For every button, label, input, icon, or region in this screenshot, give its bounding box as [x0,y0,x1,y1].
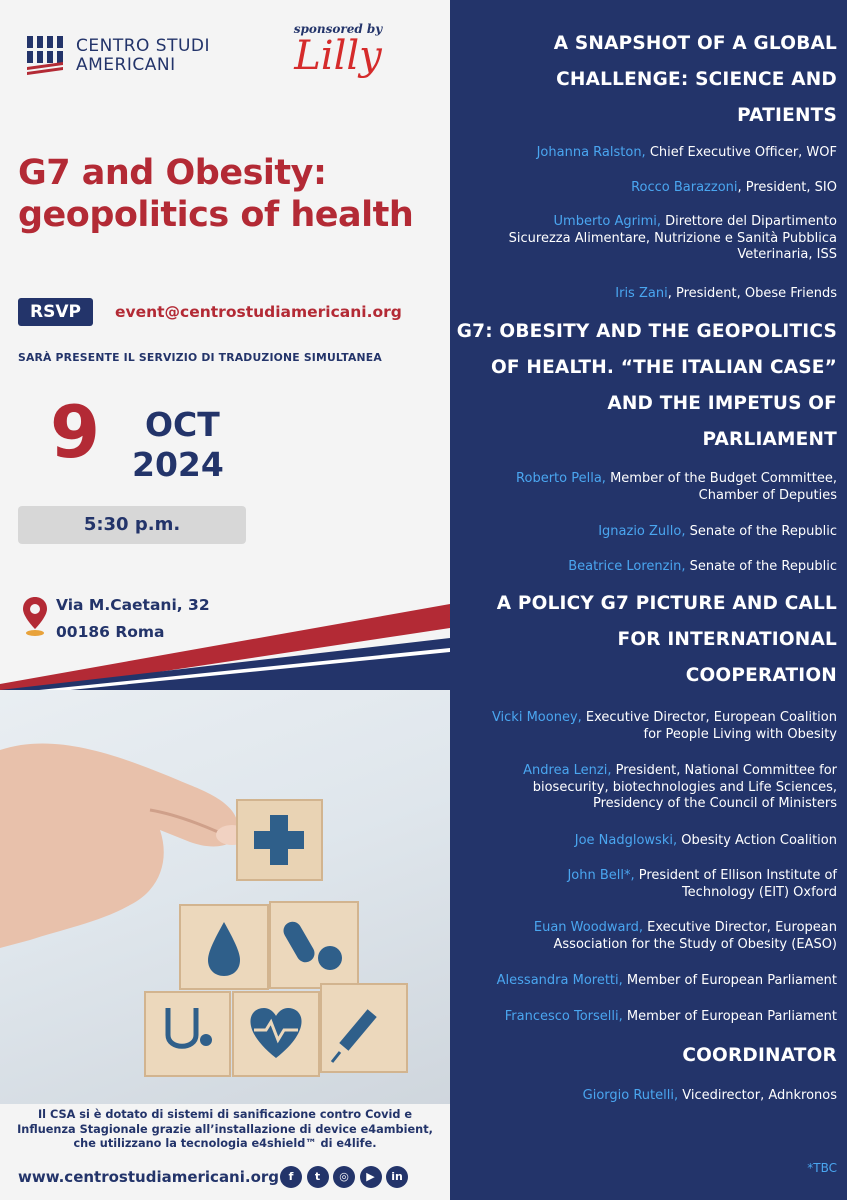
date-day: 9 [50,390,101,474]
sponsor-brand-logo: Lilly [294,33,382,79]
speaker-role: Direttore del Dipartimento [661,214,837,229]
speaker-role: Member of the Budget Committee, [605,471,837,486]
speaker-role: Member of European Parliament [622,973,837,988]
website-link[interactable]: www.centrostudiamericani.org [18,1168,280,1186]
speaker-role: Chamber of Deputies [698,487,837,503]
section-title-line: PARLIAMENT [702,429,837,450]
address-line-2: 00186 Roma [56,623,165,641]
speaker-entry [598,524,837,541]
speaker-entry [523,763,837,813]
date-year: 2024 [132,445,224,484]
speaker-name: Ignazio Zullo, [598,524,686,539]
speaker-role: Executive Director, European [643,920,837,935]
sponsor-block [278,22,398,78]
rsvp-row [18,298,402,326]
speaker-entry [516,471,837,504]
speaker-role: biosecurity, biotechnologies and Life Sciences, [532,779,837,795]
speaker-name: Rocco Barazzoni [631,180,738,195]
speaker-role: for People Living with Obesity [643,726,837,742]
instagram-icon[interactable]: ◎ [333,1166,355,1188]
speaker-role: Executive Director, European Coalition [581,710,837,725]
translation-note: SARÀ PRESENTE IL SERVIZIO DI TRADUZIONE SIMULTANEA [18,351,382,364]
speaker-name: Francesco Torselli, [504,1009,623,1024]
speaker-role: Technology (EIT) Oxford [681,884,837,900]
speaker-role: , President, Obese Friends [667,286,837,301]
sanitization-note: Il CSA si è dotato di sistemi di sanificazione contro Covid e Influenza Stagionale grazie all’installazione di device e4ambient, che utilizzano la tecnologia e4shield™ di e4life. [17,1108,433,1150]
speaker-name: Giorgio Rutelli, [582,1088,679,1103]
columns-logo-icon [26,34,66,78]
address-line-1: Via M.Caetani, 32 [56,596,210,614]
speaker-role: Presidency of the Council of Ministers [593,796,837,811]
speaker-name: Roberto Pella, [516,471,606,486]
footer [0,1104,450,1200]
youtube-icon[interactable]: ▶ [360,1166,382,1188]
tbc-note: *TBC [807,1161,837,1175]
sponsor-label: sponsored by [293,22,383,36]
section-title-line: CHALLENGE: SCIENCE AND [556,69,837,90]
speaker-entry [534,920,837,953]
section-title-snapshot [554,26,837,134]
speaker-role: Chief Executive Officer, WOF [645,145,837,160]
facebook-icon[interactable]: f [280,1166,302,1188]
section-title-line: A POLICY G7 PICTURE AND CALL [496,593,837,614]
section-title-policy [497,586,837,694]
speaker-entry [537,145,837,162]
health-blocks-photo [0,690,450,1108]
speaker-role: , President, SIO [737,180,837,195]
speaker-name: Umberto Agrimi, [553,214,661,229]
speaker-name: Beatrice Lorenzin, [568,559,686,574]
section-title-line: FOR INTERNATIONAL [617,629,837,650]
speaker-entry [509,214,837,264]
program-panel [450,0,847,1200]
speaker-role: Obesity Action Coalition [677,833,837,848]
section-title-coordinator [682,1038,837,1074]
section-title-line: PATIENTS [737,105,837,126]
centro-studi-americani-logo [26,34,210,78]
logo-line-1: CENTRO STUDI [76,36,211,56]
rsvp-badge: RSVP [18,298,93,326]
event-time: 5:30 p.m. [18,506,246,544]
speaker-name: Iris Zani [615,286,668,301]
twitter-icon[interactable]: t [307,1166,329,1188]
date-month: OCT [145,405,220,444]
speaker-name: Andrea Lenzi, [523,763,612,778]
speaker-entry [497,973,837,990]
event-title-line-2: geopolitics of health [18,195,414,235]
section-title-line: COORDINATOR [682,1045,837,1066]
speaker-role: President, National Committee for [611,763,837,778]
logo-text [76,37,210,75]
speaker-entry [575,833,837,850]
speaker-entry [492,710,837,743]
social-icons [280,1166,413,1188]
speaker-name: Johanna Ralston, [536,145,646,160]
speaker-role: President of Ellison Institute of [634,868,837,883]
section-title-line: COOPERATION [685,665,837,686]
section-title-line: G7: OBESITY AND THE GEOPOLITICS [456,321,837,342]
speaker-entry [631,180,837,197]
speaker-role: Vicedirector, Adnkronos [678,1088,837,1103]
section-title-line: AND THE IMPETUS OF [607,393,837,414]
speaker-name: Joe Nadglowski, [574,833,678,848]
speaker-entry [583,1088,837,1105]
speaker-role: Veterinaria, ISS [737,247,837,262]
rsvp-email-link[interactable]: event@centrostudiamericani.org [114,303,402,321]
event-title [18,152,443,236]
speaker-entry [567,868,837,901]
speaker-name: John Bell*, [567,868,635,883]
speaker-role: Member of European Parliament [622,1009,837,1024]
speaker-entry [505,1009,837,1026]
speaker-role: Association for the Study of Obesity (EASO) [553,936,837,952]
speaker-entry [615,286,837,303]
linkedin-icon[interactable]: in [386,1166,408,1188]
section-title-italian-case [457,314,837,458]
section-title-line: A SNAPSHOT OF A GLOBAL [553,33,837,54]
speaker-name: Alessandra Moretti, [496,973,623,988]
speaker-role: Senate of the Republic [685,524,837,539]
speaker-entry [568,559,837,576]
section-title-line: OF HEALTH. “THE ITALIAN CASE” [491,357,837,378]
logo-line-2: AMERICANI [76,55,176,75]
speaker-role: Sicurezza Alimentare, Nutrizione e Sanità Pubblica [508,230,837,246]
speaker-name: Vicki Mooney, [491,710,582,725]
event-title-line-1: G7 and Obesity: [18,153,327,193]
speaker-name: Euan Woodward, [533,920,644,935]
speaker-role: Senate of the Republic [685,559,837,574]
